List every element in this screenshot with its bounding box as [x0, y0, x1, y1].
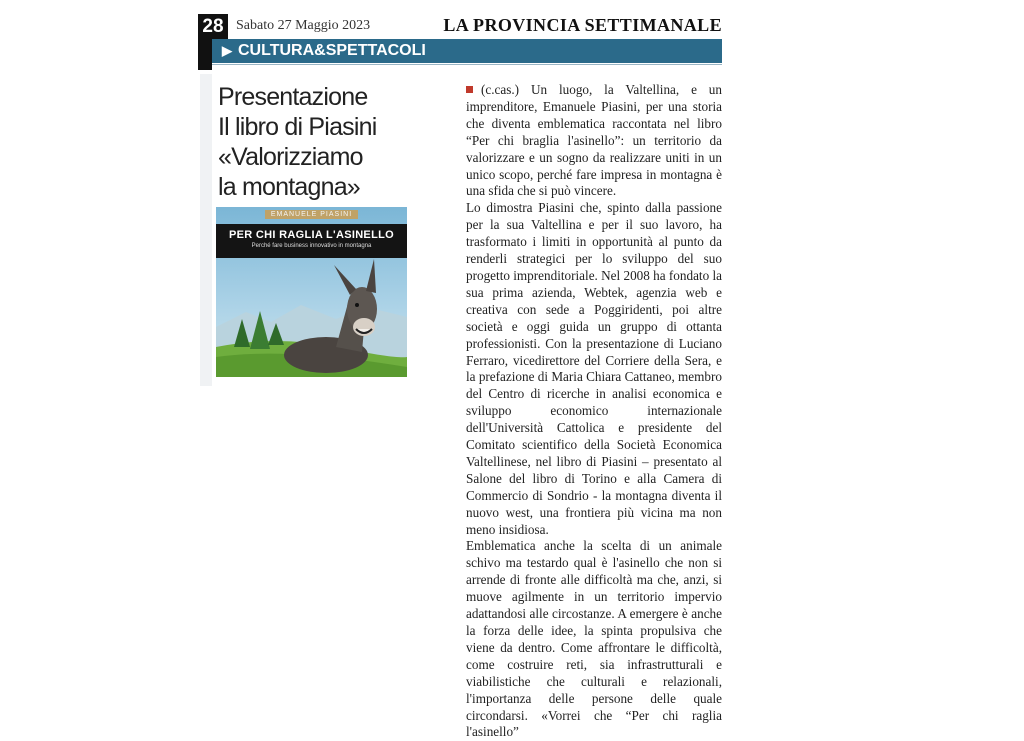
headline-line: «Valorizziamo: [218, 143, 363, 171]
page-number: 28: [198, 14, 228, 40]
book-title: PER CHI RAGLIA L'ASINELLO: [229, 229, 394, 241]
headline-line: Il libro di Piasini: [218, 113, 377, 141]
article-paragraph: (c.cas.) Un luogo, la Valtellina, e un imprenditore, Emanuele Piasini, per una storia che diventa emblematica raccontata nel libro “Per chi braglia l'asinello”: un territorio da valorizzare e un sogno da realizzare uniti in un unico scopo, perché fare impresa in montagna è una sfida che si può vincere.: [466, 82, 722, 199]
left-column-shade: [200, 74, 212, 386]
masthead: LA PROVINCIA SETTIMANALE: [443, 15, 722, 35]
book-cover-image: [216, 207, 407, 377]
article-paragraph: Lo dimostra Piasini che, spinto dalla passione per la sua Valtellina e per il suo lavoro, ha trasformato i limiti in opportunità al punto da renderli strategici per lo sviluppo del suo progetto imprenditoriale. Nel 2008 ha fondato la sua prima azienda, Webtek, agenzia web e creativa con sede a Poggiridenti, poi altre società e oggi guida un gruppo di ottanta professionisti. Con la presentazione di Luciano Ferraro, vicedirettore del Corriere della Sera, e la prefazione di Maria Chiara Cattaneo, membro del Centro di ricerche in analisi economica e sviluppo economico internazionale dell'Università Cattolica e presidente del Comitato scientifico della Società Economica Valtellinese, nel libro di Piasini – presentato al Salone del libro di Torino e alla Camera di Commercio di Sondrio - la montagna diventa il nuovo west, una frontiera più vicina ma non meno insidiosa.: [466, 200, 722, 537]
section-rule: [212, 64, 722, 65]
article-body: [466, 82, 722, 741]
section-title: CULTURA&SPETTACOLI: [238, 42, 426, 59]
headline-line: Presentazione: [218, 83, 368, 111]
headline-line: la montagna»: [218, 173, 360, 201]
headline: [218, 82, 438, 202]
book-title-band: [216, 224, 407, 258]
triangle-right-icon: ▶: [222, 43, 232, 58]
article-paragraph: Emblematica anche la scelta di un animale schivo ma testardo qual è l'asinello che non si arrende di fronte alle difficoltà ma che, anzi, si muove agilmente in un territorio impervio adattandosi alle circostanze. A emergere è anche la forza delle idee, la spinta propulsiva che viene da dentro. Come affrontare le difficoltà, come costruire reti, sia infrastrutturali e viabilistiche che culturali e relazionali, l'importanza delle persone delle quale circondarsi. «Vorrei che “Per chi raglia l'asinello”: [466, 538, 722, 740]
issue-date: Sabato 27 Maggio 2023: [236, 18, 371, 33]
section-bar: [212, 39, 722, 63]
paragraph-marker-icon: [466, 86, 473, 93]
book-author: EMANUELE PIASINI: [216, 211, 407, 218]
book-subtitle: Perché fare business innovativo in montagna: [251, 243, 372, 249]
page-number-stem: [198, 40, 212, 70]
